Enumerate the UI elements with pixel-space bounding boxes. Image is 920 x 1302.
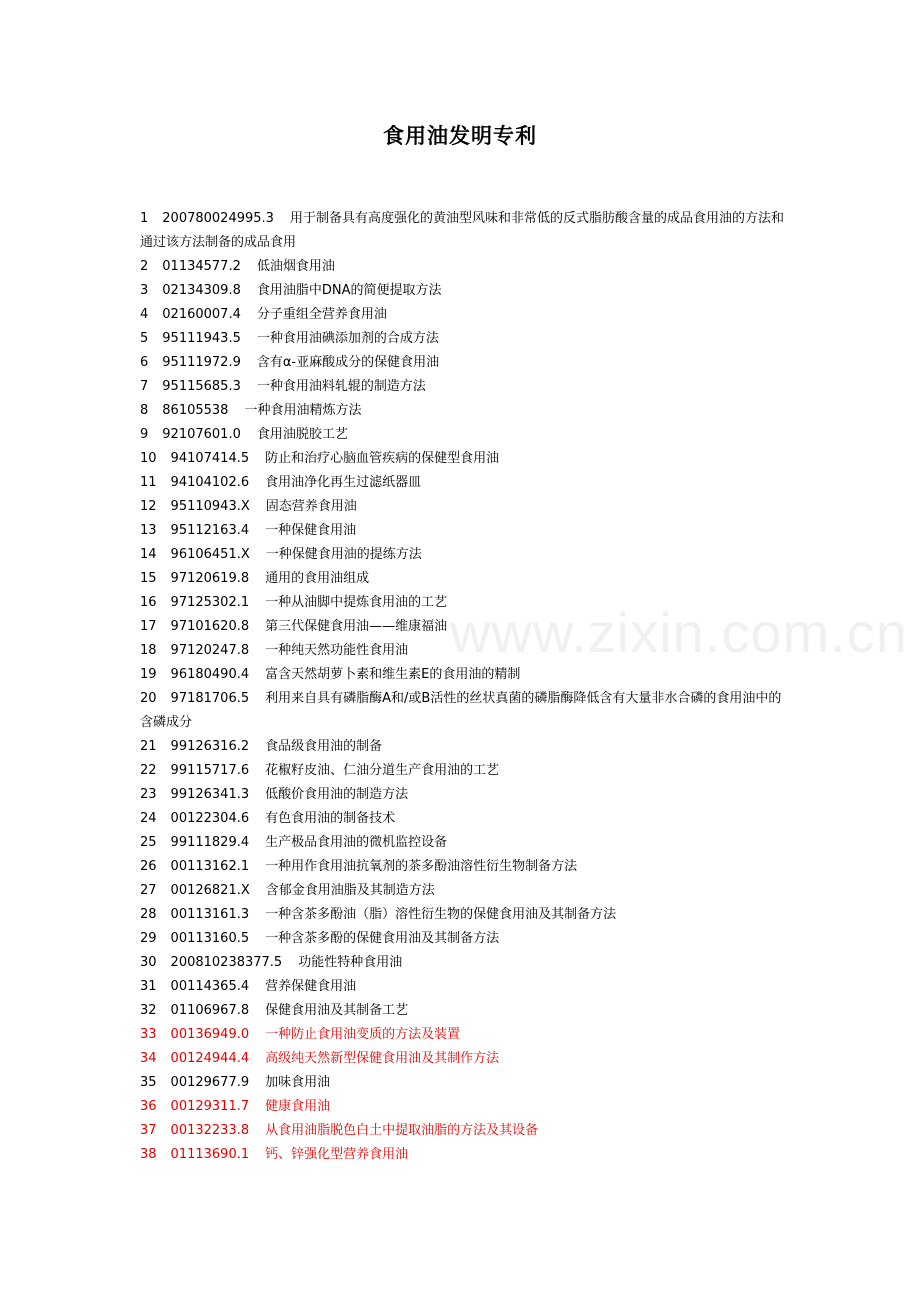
entry-number: 18 — [140, 643, 157, 658]
patent-title: 含郁金食用油脂及其制造方法 — [265, 883, 435, 898]
patent-title: 从食用油脂脱色白土中提取油脂的方法及其设备 — [265, 1123, 539, 1138]
patent-entry — [140, 495, 790, 519]
patent-entry — [140, 639, 790, 663]
patent-title: 保健食用油及其制备工艺 — [265, 1003, 409, 1018]
patent-title: 功能性特种食用油 — [298, 955, 403, 970]
patent-title: 一种从油脚中提炼食用油的工艺 — [265, 595, 448, 610]
patent-title: 食用油脱胶工艺 — [256, 427, 348, 442]
patent-number: 02134309.8 — [162, 283, 241, 298]
entry-number: 13 — [140, 523, 157, 538]
patent-entry — [140, 1095, 790, 1119]
patent-title: 钙、锌强化型营养食用油 — [265, 1147, 409, 1162]
patent-entry — [140, 471, 790, 495]
patent-number: 01106967.8 — [170, 1003, 250, 1018]
patent-entry — [140, 1119, 790, 1143]
patent-list — [140, 207, 790, 1167]
patent-title: 利用来自具有磷脂酶A和/或B活性的丝状真菌的磷脂酶降低含有大量非水合磷的食用油中的含磷成分 — [140, 691, 782, 730]
patent-title: 低油烟食用油 — [256, 259, 335, 274]
patent-title: 有色食用油的制备技术 — [265, 811, 396, 826]
entry-number: 22 — [140, 763, 157, 778]
patent-number: 95115685.3 — [162, 379, 241, 394]
patent-title: 食用油脂中DNA的简便提取方法 — [256, 283, 442, 298]
entry-number: 12 — [140, 499, 157, 514]
patent-number: 99126341.3 — [170, 787, 250, 802]
entry-number: 23 — [140, 787, 157, 802]
patent-number: 94104102.6 — [170, 475, 250, 490]
entry-number: 36 — [140, 1099, 157, 1114]
patent-entry — [140, 207, 790, 255]
patent-number: 96180490.4 — [170, 667, 250, 682]
patent-title: 加味食用油 — [265, 1075, 331, 1090]
patent-number: 92107601.0 — [162, 427, 241, 442]
patent-number: 99115717.6 — [170, 763, 250, 778]
patent-title: 第三代保健食用油——维康福油 — [265, 619, 448, 634]
entry-number: 27 — [140, 883, 157, 898]
patent-entry — [140, 327, 790, 351]
patent-number: 00126821.X — [170, 883, 250, 898]
patent-entry — [140, 927, 790, 951]
patent-number: 00122304.6 — [170, 811, 250, 826]
patent-entry — [140, 783, 790, 807]
patent-entry — [140, 1047, 790, 1071]
entry-number: 11 — [140, 475, 157, 490]
patent-number: 00132233.8 — [170, 1123, 250, 1138]
entry-number: 6 — [140, 355, 149, 370]
patent-number: 200810238377.5 — [170, 955, 283, 970]
entry-number: 4 — [140, 307, 149, 322]
patent-number: 200780024995.3 — [162, 211, 274, 226]
patent-title: 通用的食用油组成 — [265, 571, 370, 586]
patent-number: 95112163.4 — [170, 523, 250, 538]
patent-number: 99111829.4 — [170, 835, 250, 850]
patent-title: 一种保健食用油的提练方法 — [265, 547, 422, 562]
patent-entry — [140, 279, 790, 303]
patent-number: 99126316.2 — [170, 739, 250, 754]
entry-number: 2 — [140, 259, 149, 274]
patent-number: 00129677.9 — [170, 1075, 250, 1090]
patent-title: 健康食用油 — [265, 1099, 331, 1114]
patent-title: 食品级食用油的制备 — [265, 739, 383, 754]
patent-entry — [140, 567, 790, 591]
patent-title: 固态营养食用油 — [265, 499, 357, 514]
patent-entry — [140, 903, 790, 927]
patent-title: 一种含茶多酚油（脂）溶性衍生物的保健食用油及其制备方法 — [265, 907, 617, 922]
patent-number: 97125302.1 — [170, 595, 250, 610]
patent-entry — [140, 303, 790, 327]
patent-number: 96106451.X — [170, 547, 250, 562]
document-title: 食用油发明专利 — [383, 124, 537, 148]
entry-number: 7 — [140, 379, 149, 394]
patent-number: 00113162.1 — [170, 859, 250, 874]
patent-number: 00124944.4 — [170, 1051, 250, 1066]
patent-number: 95111943.5 — [162, 331, 241, 346]
entry-number: 30 — [140, 955, 157, 970]
entry-number: 17 — [140, 619, 157, 634]
patent-number: 00136949.0 — [170, 1027, 250, 1042]
patent-title: 一种用作食用油抗氧剂的茶多酚油溶性衍生物制备方法 — [265, 859, 578, 874]
patent-number: 86105538 — [162, 403, 229, 418]
entry-number: 31 — [140, 979, 157, 994]
patent-entry — [140, 615, 790, 639]
entry-number: 16 — [140, 595, 157, 610]
entry-number: 20 — [140, 691, 157, 706]
patent-entry — [140, 519, 790, 543]
entry-number: 26 — [140, 859, 157, 874]
patent-title: 含有α-亚麻酸成分的保健食用油 — [256, 355, 440, 370]
entry-number: 19 — [140, 667, 157, 682]
patent-number: 97181706.5 — [170, 691, 250, 706]
patent-number: 00129311.7 — [170, 1099, 250, 1114]
entry-number: 10 — [140, 451, 157, 466]
entry-number: 28 — [140, 907, 157, 922]
patent-number: 00113160.5 — [170, 931, 250, 946]
patent-entry — [140, 831, 790, 855]
patent-entry — [140, 735, 790, 759]
patent-title: 一种防止食用油变质的方法及装置 — [265, 1027, 461, 1042]
patent-entry — [140, 1023, 790, 1047]
entry-number: 14 — [140, 547, 157, 562]
patent-title: 低酸价食用油的制造方法 — [265, 787, 409, 802]
entry-number: 37 — [140, 1123, 157, 1138]
entry-number: 35 — [140, 1075, 157, 1090]
patent-title: 一种食用油精炼方法 — [244, 403, 362, 418]
entry-number: 25 — [140, 835, 157, 850]
entry-number: 15 — [140, 571, 157, 586]
watermark: www.zixin.com.cn — [450, 601, 908, 664]
patent-number: 97101620.8 — [170, 619, 250, 634]
entry-number: 3 — [140, 283, 149, 298]
patent-entry — [140, 999, 790, 1023]
patent-entry — [140, 975, 790, 999]
patent-entry — [140, 663, 790, 687]
entry-number: 21 — [140, 739, 157, 754]
patent-title: 花椒籽皮油、仁油分道生产食用油的工艺 — [265, 763, 500, 778]
patent-number: 94107414.5 — [170, 451, 250, 466]
entry-number: 32 — [140, 1003, 157, 1018]
patent-title: 营养保健食用油 — [265, 979, 357, 994]
patent-number: 97120619.8 — [170, 571, 250, 586]
patent-entry — [140, 351, 790, 375]
patent-title: 一种纯天然功能性食用油 — [265, 643, 409, 658]
patent-number: 00113161.3 — [170, 907, 250, 922]
patent-entry — [140, 1143, 790, 1167]
patent-number: 00114365.4 — [170, 979, 250, 994]
patent-entry — [140, 807, 790, 831]
patent-number: 01113690.1 — [170, 1147, 250, 1162]
patent-title: 一种含茶多酚的保健食用油及其制备方法 — [265, 931, 500, 946]
patent-number: 02160007.4 — [162, 307, 241, 322]
patent-title: 食用油净化再生过滤纸器皿 — [265, 475, 422, 490]
patent-number: 95111972.9 — [162, 355, 241, 370]
entry-number: 38 — [140, 1147, 157, 1162]
patent-entry — [140, 423, 790, 447]
patent-number: 95110943.X — [170, 499, 250, 514]
patent-entry — [140, 255, 790, 279]
patent-entry — [140, 591, 790, 615]
patent-title: 防止和治疗心脑血管疾病的保健型食用油 — [265, 451, 500, 466]
patent-entry — [140, 687, 790, 735]
patent-entry — [140, 375, 790, 399]
entry-number: 29 — [140, 931, 157, 946]
patent-title: 一种食用油料轧辊的制造方法 — [256, 379, 426, 394]
patent-title: 高级纯天然新型保健食用油及其制作方法 — [265, 1051, 500, 1066]
patent-entry — [140, 759, 790, 783]
entry-number: 9 — [140, 427, 149, 442]
entry-number: 5 — [140, 331, 149, 346]
patent-number: 01134577.2 — [162, 259, 241, 274]
patent-entry — [140, 543, 790, 567]
patent-entry — [140, 879, 790, 903]
patent-title: 一种保健食用油 — [265, 523, 357, 538]
patent-entry — [140, 855, 790, 879]
patent-number: 97120247.8 — [170, 643, 250, 658]
patent-title: 分子重组全营养食用油 — [256, 307, 387, 322]
patent-title: 富含天然胡萝卜素和维生素E的食用油的精制 — [265, 667, 521, 682]
entry-number: 1 — [140, 211, 149, 226]
entry-number: 33 — [140, 1027, 157, 1042]
patent-title: 一种食用油碘添加剂的合成方法 — [256, 331, 439, 346]
patent-title: 用于制备具有高度强化的黄油型风味和非常低的反式脂肪酸含量的成品食用油的方法和通过该方法制备的成品食用 — [140, 211, 784, 250]
patent-entry — [140, 1071, 790, 1095]
entry-number: 8 — [140, 403, 149, 418]
patent-entry — [140, 951, 790, 975]
patent-entry — [140, 399, 790, 423]
entry-number: 24 — [140, 811, 157, 826]
entry-number: 34 — [140, 1051, 157, 1066]
patent-entry — [140, 447, 790, 471]
patent-title: 生产极品食用油的微机监控设备 — [265, 835, 448, 850]
